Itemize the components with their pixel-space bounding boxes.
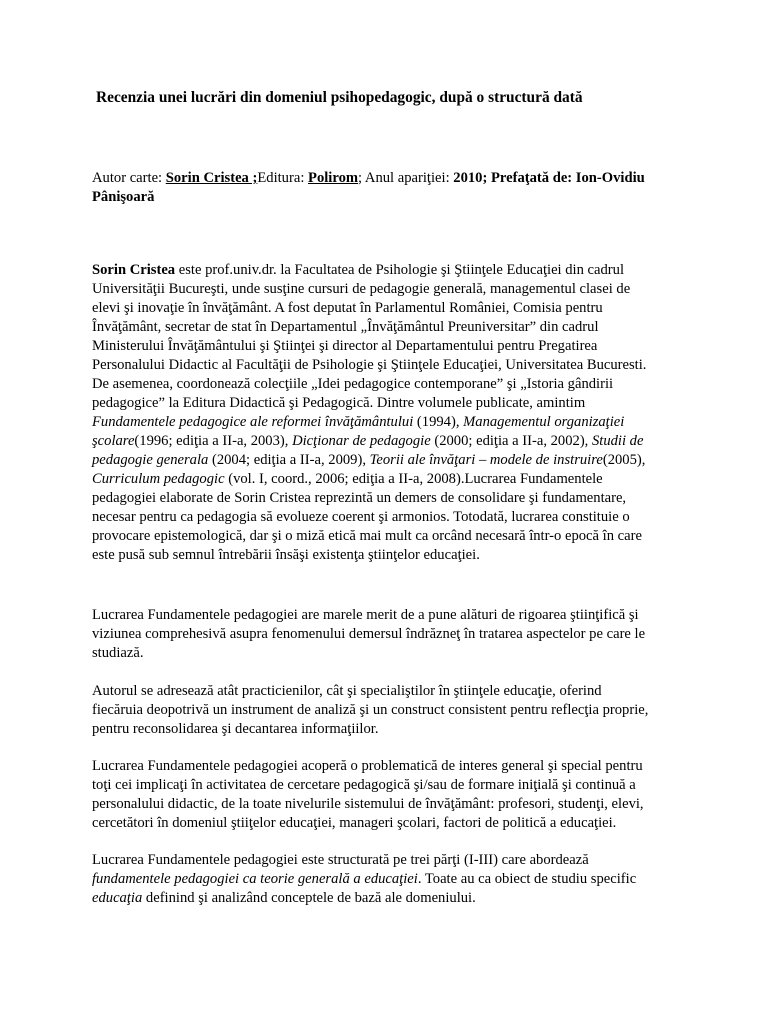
paragraph-scope: Lucrarea Fundamentele pedagogiei acoperă o problematică de interes general şi special pentru toţi cei implicaţi în activitatea de cercetare pedagogică şi/sau de formare iniţială şi continuă a personalului didactic, de la toate nivelurile sistemului de învăţământ: profesori, studenţi, elevi, cercetători în domeniul ştiiţelor educaţiei, manageri şcolari, factori de politică a educaţiei. [92,758,644,831]
bio-text: (1994), [413,414,464,430]
book-title-italic: Managementul organizaţiei şcolare [92,414,625,449]
structure-italic: fundamentele pedagogiei ca teorie generală a educaţiei [92,871,418,887]
bio-text: (2005), [602,452,646,468]
author-name-bold: Sorin Cristea [92,262,176,278]
paragraph-structure [92,851,652,908]
bio-text: (vol. I, coord., 2006; ediţia a II-a, 2008).Lucrarea Fundamentele pedagogiei elaborate de Sorin Cristea reprezintă un demers de consolidare şi fundamentare, necesar pentru ca pedagogia să evolueze coerent şi armonios. Totodată, lucrarea constituie o provocare epistemologică, dar şi o miză etică mai mult ca orcând necesară într-o epocă în care este pusă sub semnul întrebării însăşi existenţa ştiinţelor educaţiei. [92,471,642,563]
structure-text: Lucrarea Fundamentele pedagogiei este structurată pe trei părţi (I-III) care abordează [92,852,589,868]
paragraph-merit: Lucrarea Fundamentele pedagogiei are marele merit de a pune alături de rigoarea ştiinţifică şi viziunea comprehesivă asupra fenomenului demersul îndrăzneţ în tratarea aspectelor pe care le studiază. [92,607,646,661]
book-title-italic: Fundamentele pedagogice ale reformei învăţământului [92,414,414,430]
book-title-italic: Dicţionar de pedagogie [292,433,431,449]
paragraph-audience: Autorul se adresează atât practicienilor, cât şi specialiştilor în ştiinţele educaţie, oferind fiecăruia deopotrivă un instrument de analiză şi un construct consistent pentru reflecţia proprie, pentru reconsolidarea şi decantarea informaţiilor. [92,683,649,737]
book-title-italic: Teorii ale învăţari – modele de instruire [369,452,603,468]
year-value: 2010 [453,170,483,186]
bio-text: este prof.univ.dr. la Facultatea de Psihologie şi Ştiinţele Educaţiei din cadrul Universităţii Bucureşti, unde susţine cursuri de pedagogie generală, managementul clasei de elevi şi inovaţie în învăţământ. A fost deputat în Parlamentul României, Comisia pentru Învăţământ, secretar de stat în Departamentul „Învăţământul Preuniversitar” din cadrul Ministerului Învăţământului şi Ştiinţei şi director al Departamentului pentru Pregatirea Personalului Didactic al Facultăţii de Psihologie şi Ştiinţele Educaţiei, Universitatea Bucuresti. De asemenea, coordonează colecţiile „Idei pedagogice contemporane” şi „Istoria gândirii pedagogice” la Editura Didactică şi Pedagogică. Dintre volumele publicate, amintim [92,262,647,411]
bio-text: (2000; ediţia a II-a, 2002), [430,433,592,449]
structure-italic: educaţia [92,890,143,906]
structure-text: definind şi analizând conceptele de bază ale domeniului. [142,890,476,906]
publisher-name: Polirom [308,170,359,186]
preface-label: ; Prefaţată de: Ion-Ovidiu Pânişoară [92,170,645,205]
structure-text: . Toate au ca obiect de studiu specific [417,871,637,887]
author-label: Autor carte: [92,170,166,186]
bio-text: (2004; ediţia a II-a, 2009), [208,452,370,468]
bio-text: (1996; ediţia a II-a, 2003), [134,433,293,449]
author-name: Sorin Cristea ; [165,170,258,186]
book-title-italic: Studii de pedagogie generala [92,433,644,468]
book-title-italic: Curriculum pedagogic [92,471,225,487]
year-label: ; Anul apariţiei: [358,170,454,186]
paragraph-author-bio [92,261,652,565]
book-meta-line [92,169,652,207]
publisher-label: Editura: [257,170,309,186]
page-title: Recenzia unei lucrări din domeniul psihopedagogic, după o structură dată [96,89,583,106]
